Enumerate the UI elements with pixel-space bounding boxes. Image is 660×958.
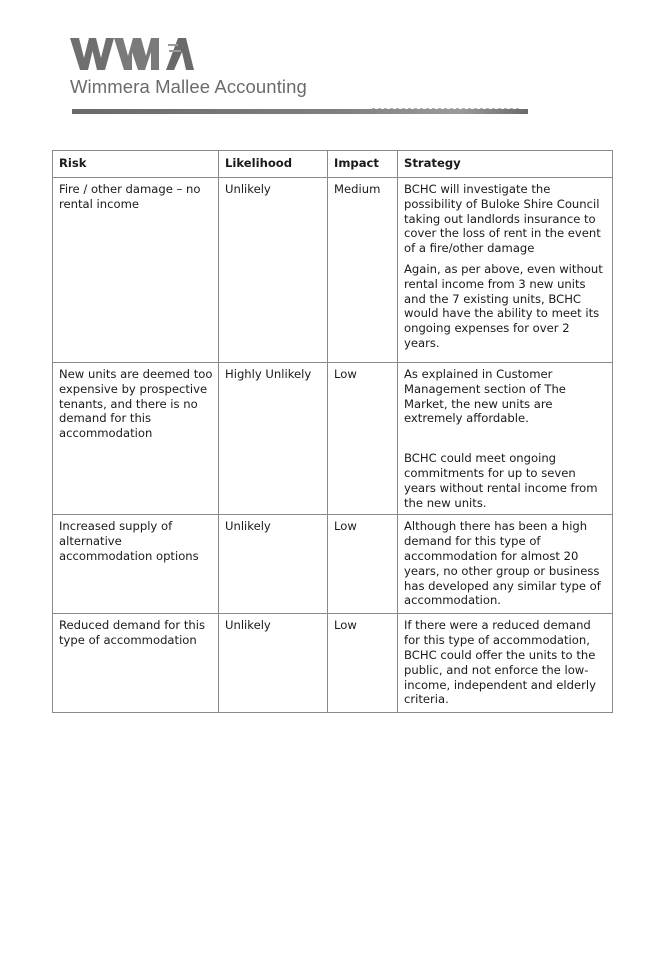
header-rule bbox=[72, 109, 528, 114]
column-header-impact: Impact bbox=[328, 151, 398, 178]
strategy-paragraph: If there were a reduced demand for this type of accommodation, BCHC could offer the units to the public, and not enforce the low-income, independent and elderly criteria. bbox=[404, 618, 596, 707]
strategy-paragraph: BCHC could meet ongoing commitments for up to seven years without rental income from the new units. bbox=[404, 451, 598, 510]
table-row bbox=[53, 363, 613, 515]
company-logo bbox=[70, 38, 330, 100]
strategy-cell bbox=[398, 614, 613, 713]
column-header-strategy: Strategy bbox=[398, 151, 613, 178]
table-row bbox=[53, 614, 613, 713]
likelihood-cell: Unlikely bbox=[219, 178, 328, 363]
table-row bbox=[53, 178, 613, 363]
wma-logo-icon bbox=[70, 38, 194, 70]
impact-cell: Low bbox=[328, 363, 398, 515]
risk-cell: New units are deemed too expensive by prospective tenants, and there is no demand for this accommodation bbox=[53, 363, 219, 515]
risk-cell: Increased supply of alternative accommodation options bbox=[53, 515, 219, 614]
company-name: Wimmera Mallee Accounting bbox=[70, 76, 307, 97]
likelihood-cell: Unlikely bbox=[219, 515, 328, 614]
risk-cell: Reduced demand for this type of accommodation bbox=[53, 614, 219, 713]
impact-cell: Low bbox=[328, 515, 398, 614]
likelihood-cell: Unlikely bbox=[219, 614, 328, 713]
impact-cell: Low bbox=[328, 614, 398, 713]
impact-cell: Medium bbox=[328, 178, 398, 363]
strategy-paragraph: Although there has been a high demand for this type of accommodation for almost 20 years, no other group or business has developed any similar type of accommodation. bbox=[404, 519, 601, 608]
strategy-cell bbox=[398, 515, 613, 614]
table-row bbox=[53, 515, 613, 614]
strategy-cell bbox=[398, 363, 613, 515]
column-header-risk: Risk bbox=[53, 151, 219, 178]
column-header-likelihood: Likelihood bbox=[219, 151, 328, 178]
strategy-paragraph: Again, as per above, even without rental income from 3 new units and the 7 existing units, BCHC would have the ability to meet its ongoing expenses for over 2 years. bbox=[404, 261, 603, 350]
strategy-paragraph: BCHC will investigate the possibility of Buloke Shire Council taking out landlords insurance to cover the loss of rent in the event of a fire/other damage bbox=[404, 182, 601, 256]
risk-cell: Fire / other damage – no rental income bbox=[53, 178, 219, 363]
likelihood-cell: Highly Unlikely bbox=[219, 363, 328, 515]
table-header-row bbox=[53, 151, 613, 178]
strategy-cell bbox=[398, 178, 613, 363]
risk-table bbox=[52, 150, 613, 713]
strategy-paragraph: As explained in Customer Management section of The Market, the new units are extremely affordable. bbox=[404, 367, 566, 426]
